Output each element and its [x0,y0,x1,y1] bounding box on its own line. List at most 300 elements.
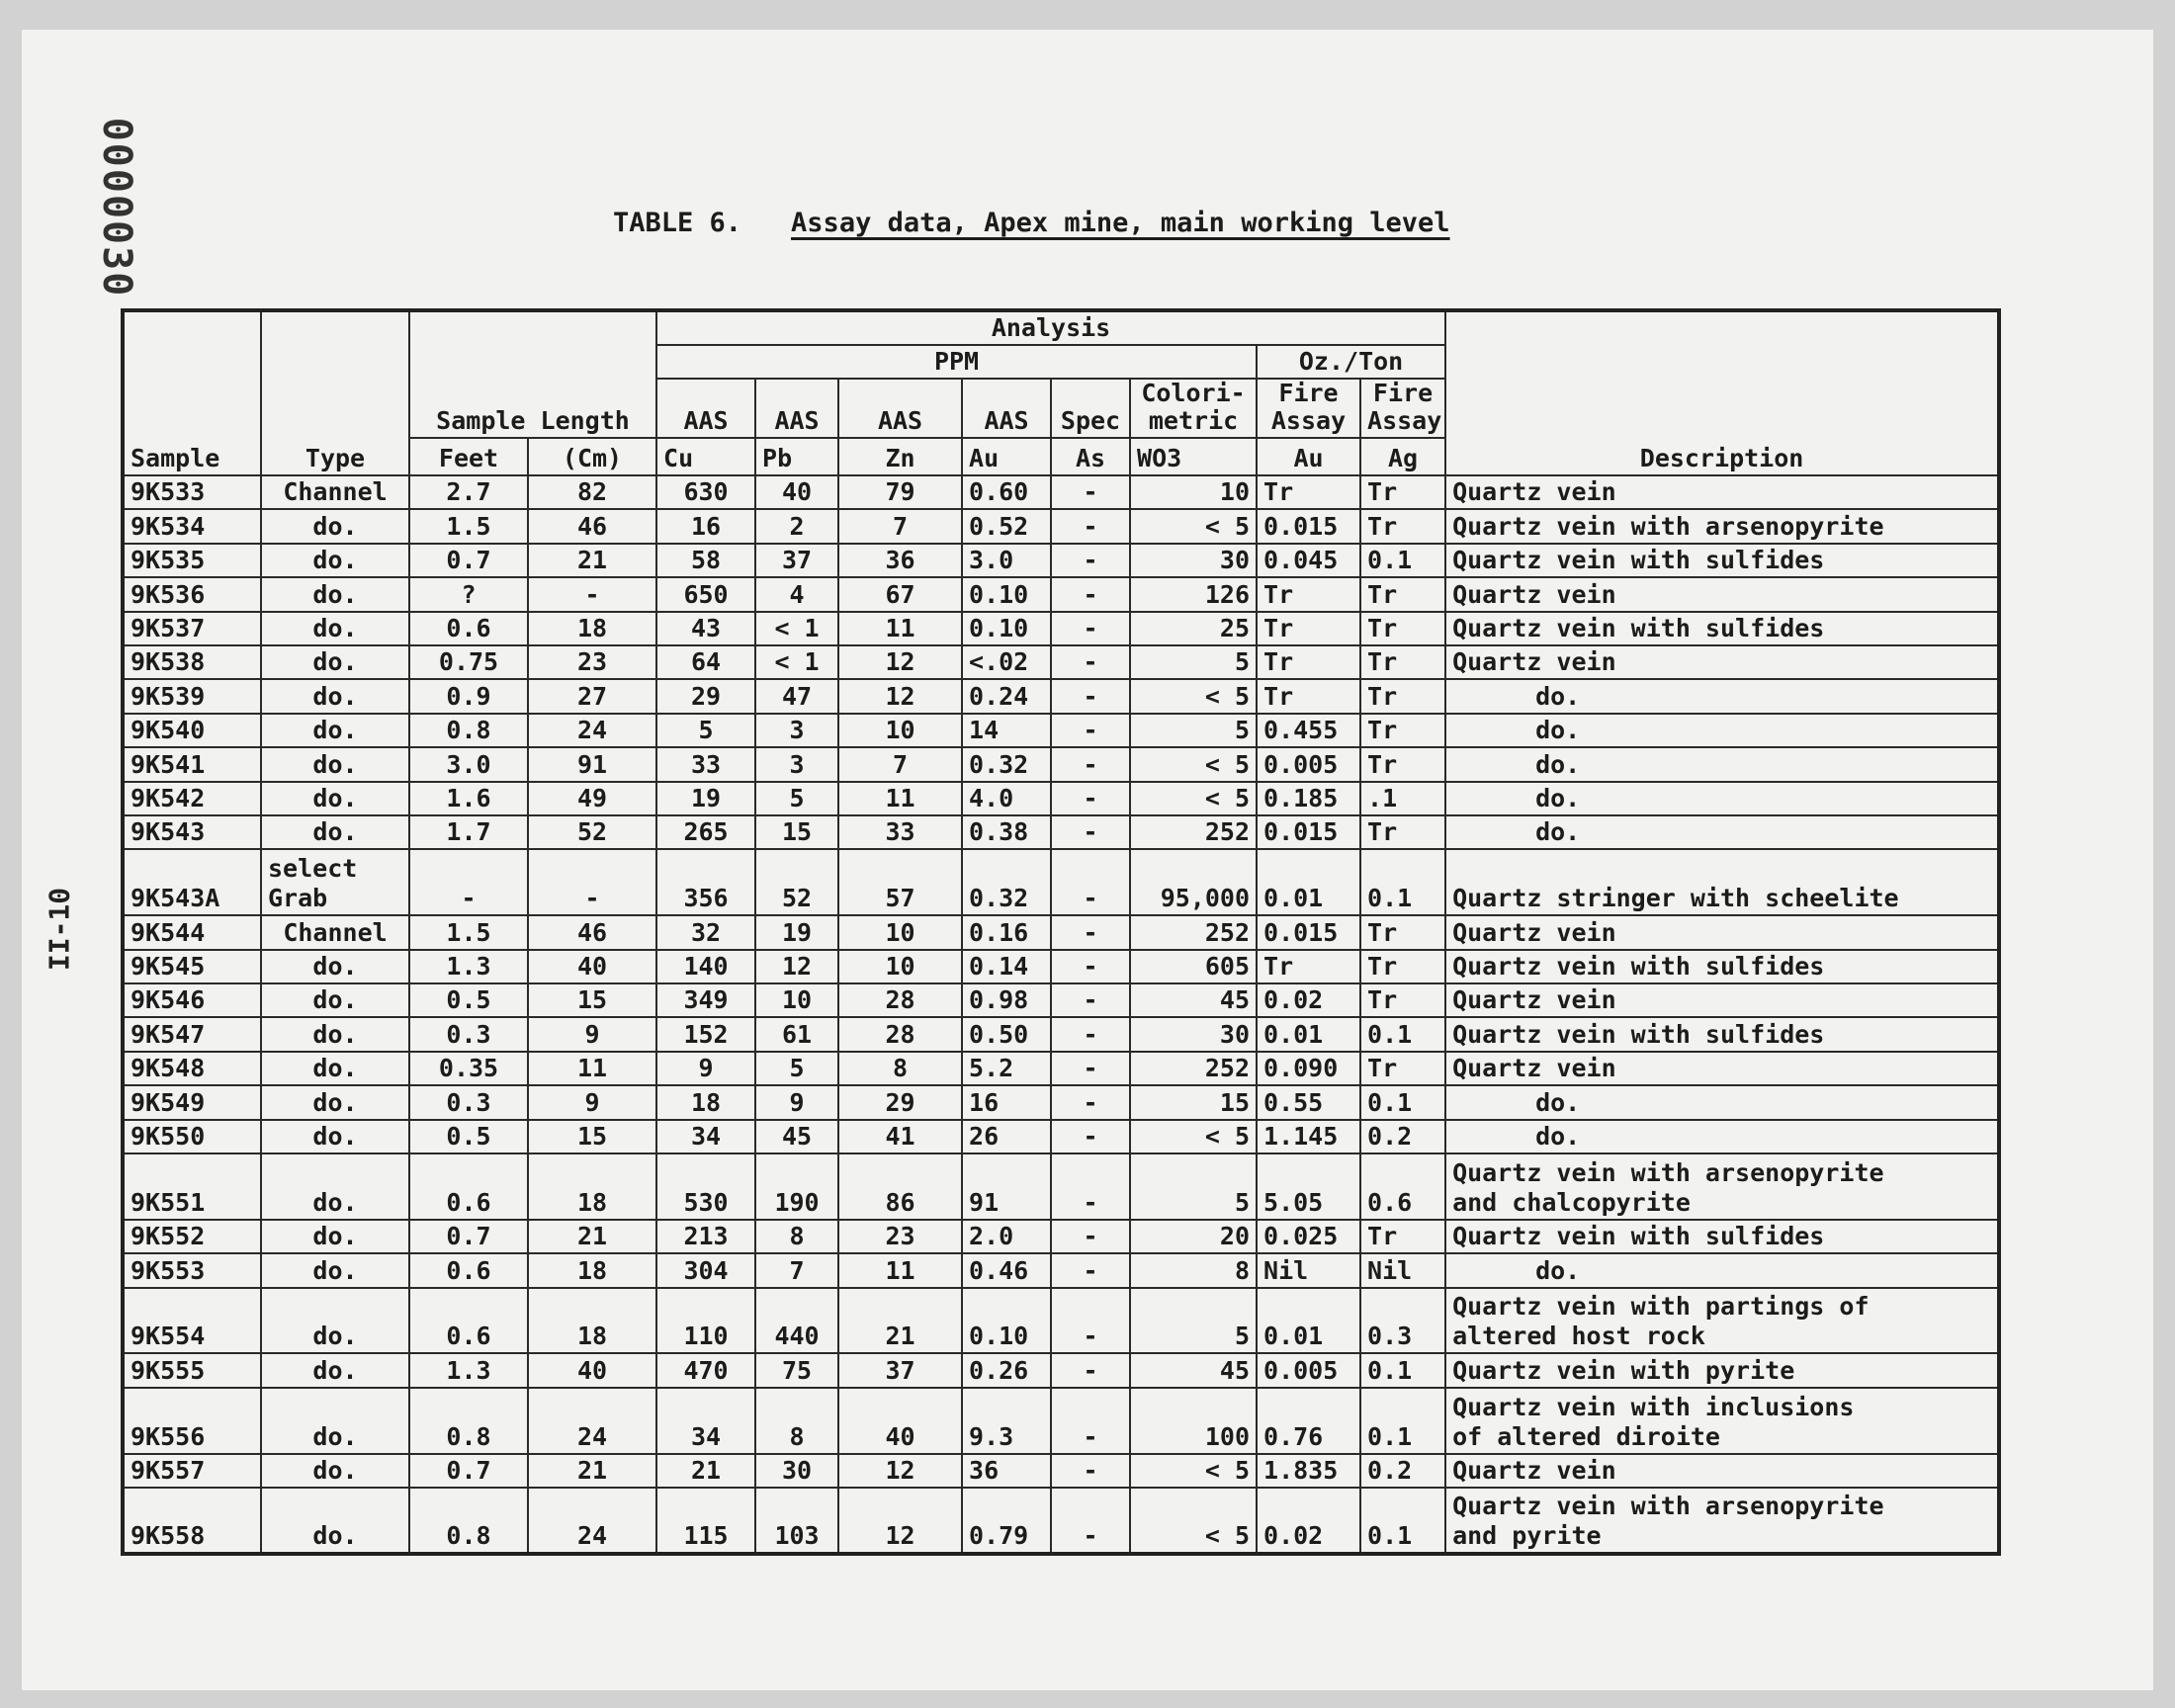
cell-cu: 43 [656,612,755,645]
cell-fa-au: Nil [1257,1253,1360,1287]
col-header-oz-ton: Oz./Ton [1257,345,1445,379]
cell-desc: Quartz vein [1445,645,1999,679]
cell-feet: 0.7 [409,544,528,577]
cell-au: 0.52 [962,509,1051,543]
cell-as: - [1051,1454,1130,1488]
cell-feet: 1.6 [409,782,528,815]
table-label: TABLE 6. [613,208,742,238]
cell-au: 26 [962,1120,1051,1153]
cell-pb: 37 [755,544,838,577]
page-code-text: 0000030 [94,117,139,299]
cell-cu: 18 [656,1085,755,1119]
cell-wo3: 30 [1130,544,1257,577]
cell-feet: 0.75 [409,645,528,679]
cell-desc: do. [1445,1253,1999,1287]
cell-fa-ag: Tr [1360,1052,1445,1085]
cell-cu: 356 [656,849,755,915]
cell-feet: 0.7 [409,1454,528,1488]
cell-cm: 18 [528,612,656,645]
cell-fa-au: 1.145 [1257,1120,1360,1153]
table-row [123,1220,1999,1253]
cell-fa-ag: Tr [1360,577,1445,611]
cell-wo3: 8 [1130,1253,1257,1287]
table-caption: Assay data, Apex mine, main working level [791,208,1450,238]
col-header-description: Description [1445,310,1999,475]
cell-fa-ag: Tr [1360,747,1445,781]
cell-as: - [1051,950,1130,983]
col-header-zn-method: AAS [838,379,962,438]
cell-fa-ag: 0.3 [1360,1288,1445,1354]
cell-cm: 24 [528,1488,656,1554]
cell-fa-au: 0.02 [1257,1488,1360,1554]
table-title [613,208,1450,238]
col-header-ppm: PPM [656,345,1257,379]
col-header-feet: Feet [409,438,528,475]
cell-sample: 9K534 [123,509,261,543]
cell-sample: 9K557 [123,1454,261,1488]
col-header-fa-ag-method [1360,379,1445,438]
cell-type: Channel [261,475,409,509]
cell-au: 14 [962,714,1051,747]
cell-fa-au: 5.05 [1257,1153,1360,1220]
cell-cm: 11 [528,1052,656,1085]
cell-cm: 27 [528,679,656,713]
cell-au: 0.26 [962,1353,1051,1387]
cell-zn: 10 [838,714,962,747]
cell-feet: 0.5 [409,1120,528,1153]
cell-fa-au: 1.835 [1257,1454,1360,1488]
cell-wo3: 30 [1130,1017,1257,1051]
cell-cm: 21 [528,1220,656,1253]
cell-fa-au: 0.01 [1257,1017,1360,1051]
cell-fa-au: 0.185 [1257,782,1360,815]
assay-table [121,308,2001,1556]
cell-pb: 190 [755,1153,838,1220]
cell-au: 0.10 [962,612,1051,645]
cell-fa-au: 0.76 [1257,1388,1360,1454]
cell-desc: Quartz vein with sulfides [1445,612,1999,645]
cell-as: - [1051,1488,1130,1554]
col-header-wo3: WO3 [1130,438,1257,475]
cell-desc: do. [1445,1120,1999,1153]
cell-cm: 40 [528,950,656,983]
cell-type: do. [261,509,409,543]
table-row [123,983,1999,1017]
table-row [123,645,1999,679]
cell-feet: 0.3 [409,1085,528,1119]
table-row [123,475,1999,509]
cell-cu: 64 [656,645,755,679]
cell-fa-ag: 0.1 [1360,1017,1445,1051]
page-number [40,870,79,988]
cell-sample: 9K543 [123,815,261,849]
cell-fa-au: 0.55 [1257,1085,1360,1119]
cell-desc: do. [1445,679,1999,713]
col-header-pb: Pb [755,438,838,475]
cell-sample: 9K548 [123,1052,261,1085]
cell-fa-ag: Tr [1360,509,1445,543]
cell-fa-ag: Tr [1360,612,1445,645]
cell-as: - [1051,815,1130,849]
cell-zn: 12 [838,1488,962,1554]
table-row [123,1253,1999,1287]
cell-as: - [1051,1220,1130,1253]
cell-fa-ag: Tr [1360,645,1445,679]
table-row [123,1288,1999,1354]
cell-as: - [1051,849,1130,915]
cell-wo3: < 5 [1130,1454,1257,1488]
cell-au: 0.10 [962,1288,1051,1354]
cell-as: - [1051,1153,1130,1220]
cell-type: do. [261,612,409,645]
cell-desc: Quartz vein with sulfides [1445,1220,1999,1253]
table-row [123,612,1999,645]
cell-wo3: 5 [1130,1153,1257,1220]
col-header-zn: Zn [838,438,962,475]
cell-pb: 52 [755,849,838,915]
cell-pb: 5 [755,1052,838,1085]
cell-fa-ag: Tr [1360,915,1445,949]
cell-zn: 7 [838,747,962,781]
cell-fa-ag: Tr [1360,815,1445,849]
cell-au: 3.0 [962,544,1051,577]
cell-feet: 1.3 [409,950,528,983]
cell-pb: 7 [755,1253,838,1287]
cell-wo3: 252 [1130,1052,1257,1085]
cell-desc: Quartz vein [1445,915,1999,949]
cell-zn: 11 [838,1253,962,1287]
cell-sample: 9K536 [123,577,261,611]
col-header-fa-au: Au [1257,438,1360,475]
cell-pb: 40 [755,475,838,509]
cell-cu: 19 [656,782,755,815]
cell-type: do. [261,815,409,849]
cell-cm: 40 [528,1353,656,1387]
wo3-method-line2: metric [1148,406,1239,435]
col-header-analysis: Analysis [656,310,1445,345]
cell-cm: 15 [528,983,656,1017]
cell-fa-ag: 0.2 [1360,1454,1445,1488]
cell-sample: 9K541 [123,747,261,781]
table-row [123,1017,1999,1051]
cell-fa-ag: Tr [1360,983,1445,1017]
cell-type: select Grab [261,849,409,915]
cell-zn: 8 [838,1052,962,1085]
col-header-cm: (Cm) [528,438,656,475]
cell-wo3: < 5 [1130,1488,1257,1554]
cell-sample: 9K535 [123,544,261,577]
cell-pb: < 1 [755,645,838,679]
cell-zn: 37 [838,1353,962,1387]
cell-au: 16 [962,1085,1051,1119]
cell-type: do. [261,782,409,815]
cell-au: 0.32 [962,747,1051,781]
table-row [123,1120,1999,1153]
cell-cu: 110 [656,1288,755,1354]
cell-as: - [1051,983,1130,1017]
cell-pb: < 1 [755,612,838,645]
cell-type: do. [261,1253,409,1287]
cell-zn: 67 [838,577,962,611]
cell-feet: - [409,849,528,915]
cell-cm: 49 [528,782,656,815]
cell-cm: 82 [528,475,656,509]
cell-wo3: 15 [1130,1085,1257,1119]
cell-cm: 46 [528,915,656,949]
cell-cu: 21 [656,1454,755,1488]
cell-zn: 33 [838,815,962,849]
cell-wo3: < 5 [1130,509,1257,543]
cell-feet: 0.5 [409,983,528,1017]
fa-ag-method-line1: Fire [1372,379,1434,407]
cell-feet: 0.6 [409,1288,528,1354]
cell-pb: 10 [755,983,838,1017]
cell-wo3: 5 [1130,1288,1257,1354]
cell-sample: 9K540 [123,714,261,747]
cell-pb: 19 [755,915,838,949]
cell-desc: do. [1445,815,1999,849]
cell-fa-au: 0.015 [1257,509,1360,543]
cell-zn: 40 [838,1388,962,1454]
table-row [123,544,1999,577]
cell-pb: 47 [755,679,838,713]
cell-zn: 10 [838,915,962,949]
cell-zn: 23 [838,1220,962,1253]
cell-as: - [1051,577,1130,611]
cell-fa-au: Tr [1257,950,1360,983]
cell-fa-ag: 0.2 [1360,1120,1445,1153]
cell-desc: do. [1445,747,1999,781]
cell-as: - [1051,509,1130,543]
cell-fa-au: 0.01 [1257,1288,1360,1354]
cell-wo3: 5 [1130,645,1257,679]
cell-sample: 9K537 [123,612,261,645]
cell-as: - [1051,1017,1130,1051]
cell-type: do. [261,950,409,983]
cell-cu: 213 [656,1220,755,1253]
cell-desc: Quartz vein with sulfides [1445,950,1999,983]
col-header-pb-method: AAS [755,379,838,438]
col-header-as: As [1051,438,1130,475]
cell-pb: 30 [755,1454,838,1488]
cell-feet: 0.8 [409,1488,528,1554]
cell-cm: - [528,849,656,915]
cell-sample: 9K547 [123,1017,261,1051]
cell-au: 91 [962,1153,1051,1220]
table-row [123,1353,1999,1387]
cell-as: - [1051,1085,1130,1119]
cell-as: - [1051,475,1130,509]
cell-fa-au: Tr [1257,577,1360,611]
cell-cm: 15 [528,1120,656,1153]
cell-zn: 86 [838,1153,962,1220]
cell-desc: Quartz vein with arsenopyrite [1445,509,1999,543]
cell-au: 4.0 [962,782,1051,815]
cell-type: do. [261,544,409,577]
cell-cu: 630 [656,475,755,509]
cell-wo3: < 5 [1130,747,1257,781]
page-number-text: II-10 [43,887,76,972]
cell-feet: ? [409,577,528,611]
cell-cm: 18 [528,1288,656,1354]
cell-wo3: 605 [1130,950,1257,983]
cell-cm: 23 [528,645,656,679]
cell-au: 0.79 [962,1488,1051,1554]
cell-feet: 0.9 [409,679,528,713]
cell-desc: Quartz vein with inclusions of altered diroite [1445,1388,1999,1454]
cell-au: 36 [962,1454,1051,1488]
cell-desc: Quartz vein with arsenopyrite and pyrite [1445,1488,1999,1554]
cell-zn: 36 [838,544,962,577]
cell-sample: 9K533 [123,475,261,509]
cell-as: - [1051,544,1130,577]
col-header-wo3-method [1130,379,1257,438]
cell-sample: 9K551 [123,1153,261,1220]
cell-wo3: 20 [1130,1220,1257,1253]
table-row [123,1454,1999,1488]
cell-type: do. [261,1288,409,1354]
cell-desc: Quartz vein with sulfides [1445,1017,1999,1051]
table-row [123,1488,1999,1554]
cell-sample: 9K554 [123,1288,261,1354]
cell-pb: 75 [755,1353,838,1387]
cell-fa-au: Tr [1257,645,1360,679]
cell-fa-au: 0.015 [1257,815,1360,849]
cell-cm: 18 [528,1253,656,1287]
cell-pb: 103 [755,1488,838,1554]
cell-au: 0.16 [962,915,1051,949]
cell-zn: 12 [838,645,962,679]
cell-wo3: 10 [1130,475,1257,509]
cell-sample: 9K558 [123,1488,261,1554]
cell-desc: Quartz vein [1445,475,1999,509]
cell-au: 0.46 [962,1253,1051,1287]
cell-cu: 32 [656,915,755,949]
cell-cu: 140 [656,950,755,983]
cell-as: - [1051,747,1130,781]
cell-cm: 21 [528,1454,656,1488]
cell-as: - [1051,1288,1130,1354]
cell-feet: 1.7 [409,815,528,849]
cell-cm: 46 [528,509,656,543]
cell-cu: 304 [656,1253,755,1287]
cell-desc: Quartz vein [1445,983,1999,1017]
cell-zn: 7 [838,509,962,543]
table-row [123,849,1999,915]
cell-feet: 0.6 [409,612,528,645]
cell-sample: 9K556 [123,1388,261,1454]
cell-au: 0.60 [962,475,1051,509]
cell-zn: 10 [838,950,962,983]
cell-feet: 1.3 [409,1353,528,1387]
table-row [123,509,1999,543]
cell-cu: 115 [656,1488,755,1554]
cell-fa-au: 0.005 [1257,1353,1360,1387]
cell-fa-ag: 0.1 [1360,1353,1445,1387]
cell-sample: 9K550 [123,1120,261,1153]
cell-type: do. [261,1488,409,1554]
cell-wo3: 5 [1130,714,1257,747]
table-row [123,1085,1999,1119]
cell-au: 0.24 [962,679,1051,713]
cell-cm: - [528,577,656,611]
cell-fa-ag: 0.1 [1360,849,1445,915]
fa-au-method-line2: Assay [1270,406,1347,435]
cell-fa-ag: 0.1 [1360,1085,1445,1119]
cell-pb: 9 [755,1085,838,1119]
cell-cu: 265 [656,815,755,849]
cell-pb: 2 [755,509,838,543]
cell-as: - [1051,1253,1130,1287]
cell-wo3: 100 [1130,1388,1257,1454]
col-header-type: Type [261,310,409,475]
cell-cm: 18 [528,1153,656,1220]
table-row [123,1388,1999,1454]
cell-cu: 349 [656,983,755,1017]
cell-zn: 12 [838,1454,962,1488]
table-row [123,815,1999,849]
cell-type: do. [261,645,409,679]
cell-zn: 21 [838,1288,962,1354]
fa-ag-method-line2: Assay [1367,406,1442,435]
cell-au: 0.38 [962,815,1051,849]
cell-desc: Quartz vein with sulfides [1445,544,1999,577]
cell-sample: 9K538 [123,645,261,679]
table-row [123,950,1999,983]
cell-feet: 0.6 [409,1253,528,1287]
table-row [123,577,1999,611]
cell-fa-ag: Tr [1360,475,1445,509]
cell-type: do. [261,1017,409,1051]
cell-cm: 21 [528,544,656,577]
cell-type: do. [261,1353,409,1387]
cell-cu: 530 [656,1153,755,1220]
cell-desc: do. [1445,714,1999,747]
cell-feet: 1.5 [409,915,528,949]
cell-zn: 28 [838,983,962,1017]
cell-pb: 45 [755,1120,838,1153]
table-row [123,1153,1999,1220]
cell-cm: 24 [528,714,656,747]
cell-wo3: < 5 [1130,1120,1257,1153]
cell-fa-ag: 0.1 [1360,1488,1445,1554]
cell-au: 2.0 [962,1220,1051,1253]
cell-wo3: 126 [1130,577,1257,611]
cell-sample: 9K552 [123,1220,261,1253]
cell-zn: 28 [838,1017,962,1051]
cell-feet: 0.8 [409,1388,528,1454]
cell-as: - [1051,1388,1130,1454]
cell-as: - [1051,782,1130,815]
cell-wo3: 45 [1130,1353,1257,1387]
cell-fa-ag: 0.6 [1360,1153,1445,1220]
cell-desc: Quartz vein [1445,577,1999,611]
col-header-cu-method: AAS [656,379,755,438]
table-row [123,1052,1999,1085]
cell-au: 0.98 [962,983,1051,1017]
cell-cm: 24 [528,1388,656,1454]
cell-type: do. [261,1052,409,1085]
cell-feet: 0.7 [409,1220,528,1253]
cell-feet: 0.8 [409,714,528,747]
cell-cu: 650 [656,577,755,611]
cell-fa-au: 0.045 [1257,544,1360,577]
cell-desc: do. [1445,782,1999,815]
cell-desc: Quartz vein with arsenopyrite and chalcopyrite [1445,1153,1999,1220]
cell-as: - [1051,714,1130,747]
cell-feet: 1.5 [409,509,528,543]
cell-fa-ag: Nil [1360,1253,1445,1287]
